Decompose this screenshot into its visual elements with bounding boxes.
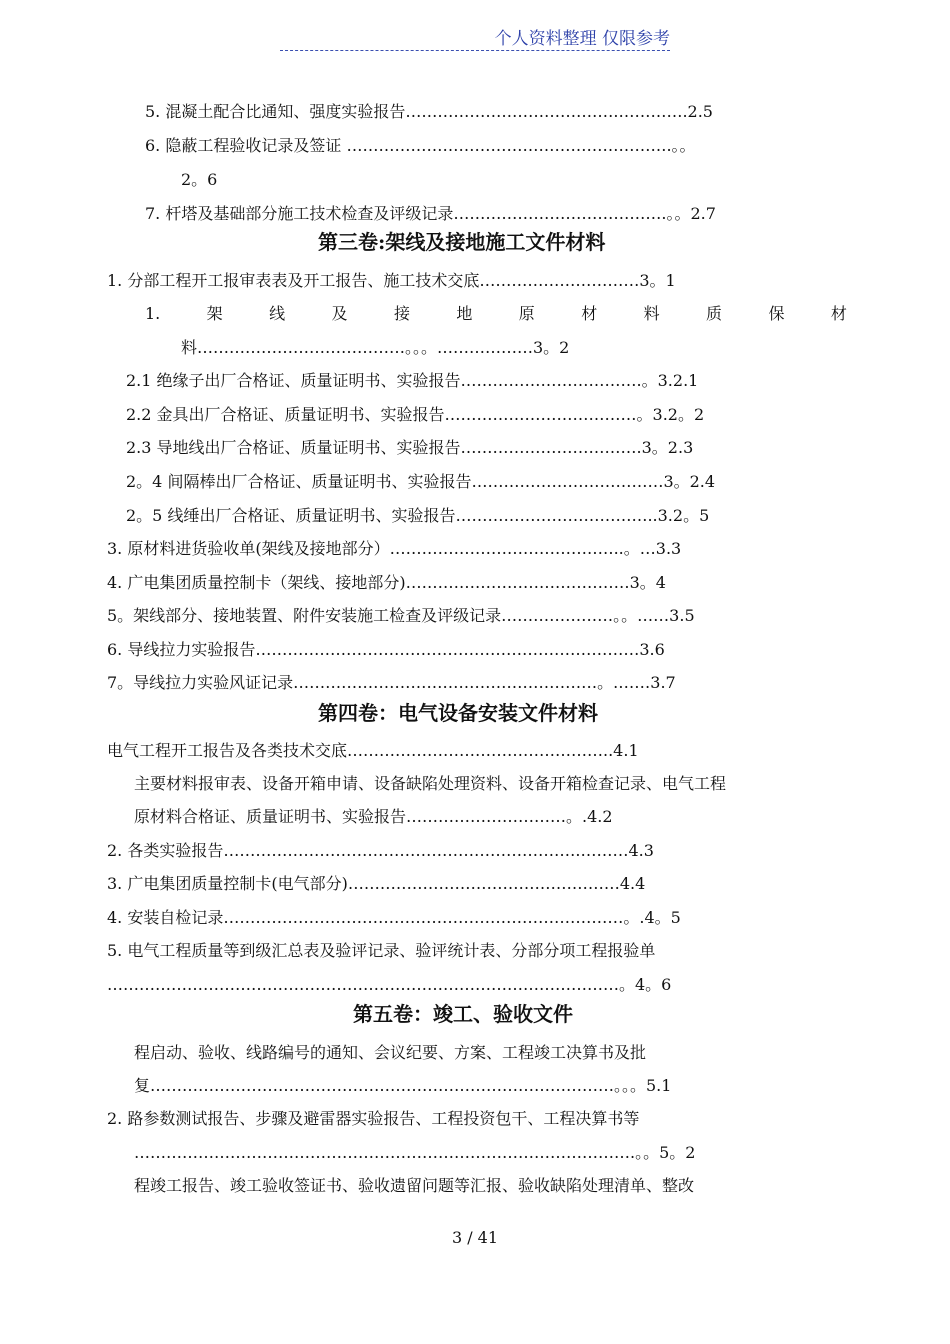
toc-entry: 2。5 线缍出厂合格证、质量证明书、实验报告………………………………..3.2。5 — [126, 506, 710, 525]
toc-entry: 1. 分部工程开工报审表表及开工报告、施工技术交底…………………………3。1 — [107, 271, 676, 290]
toc-entry: 5. 电气工程质量等到级汇总表及验评记录、验评统计表、分部分项工程报验单 — [107, 941, 656, 960]
toc-entry: 2. 路参数测试报告、步骤及避雷器实验报告、工程投资包干、工程决算书等 — [107, 1109, 640, 1128]
toc-entry: 2.1 绝缘子出厂合格证、质量证明书、实验报告…………………………….。3.2.1 — [126, 371, 699, 390]
toc-entry: 程竣工报告、竣工验收签证书、验收遗留问题等汇报、验收缺陷处理清单、整改 — [134, 1176, 695, 1195]
toc-entry: 主要材料报审表、设备开箱申请、设备缺陷处理资料、设备开箱检查记录、电气工程 — [134, 774, 727, 793]
page-header — [280, 24, 670, 51]
toc-entry: 6. 隐蔽工程验收记录及签证 …………………………………………………….。。 — [145, 136, 696, 155]
toc-entry: 电气工程开工报告及各类技术交底…………………………………………..4.1 — [107, 741, 639, 760]
toc-entry: 2. 各类实验报告………………………………………………………….………4.3 — [107, 841, 654, 860]
toc-entry: 程启动、验收、线路编号的通知、会议纪要、方案、工程竣工决算书及批 — [134, 1043, 647, 1062]
toc-entry: 2。4 间隔棒出厂合格证、质量证明书、实验报告………………………………3。2.4 — [126, 472, 716, 491]
toc-entry: 4. 广电集团质量控制卡（架线、接地部分)……………………………………3。4 — [107, 573, 666, 592]
toc-entry: 5。架线部分、接地装置、附件安装施工检查及评级记录…………………。。……3.5 — [107, 606, 695, 625]
toc-entry: 7。导线拉力实验风证记录…………………………………………………。.……3.7 — [107, 673, 676, 692]
toc-entry: 2。6 — [181, 170, 218, 189]
volume-heading: 第三卷:架线及接地施工文件材料 — [318, 230, 606, 254]
volume-heading: 第五卷：竣工、验收文件 — [353, 1002, 573, 1026]
toc-entry: 2.2 金具出厂合格证、质量证明书、实验报告………………………………。3.2。2 — [126, 405, 705, 424]
toc-entry: ……………………………………………………………………………………。4。6 — [107, 975, 672, 994]
toc-entry: 原材料合格证、质量证明书、实验报告…………………………。.4.2 — [134, 807, 613, 826]
toc-entry-spread: 1. 架 线 及 接 地 原 材 料 质 保 材 — [145, 304, 847, 323]
toc-entry: 5. 混凝土配合比通知、强度实验报告………………………………….………….2.5 — [145, 102, 713, 121]
toc-entry: 6. 导线拉力实验报告………………………………………………………………3.6 — [107, 640, 665, 659]
toc-entry: 7. 杆塔及基础部分施工技术检查及评级记录………………………………….。。2.7 — [145, 204, 716, 223]
toc-entry: 3. 原材料进货验收单(架线及接地部分）……………………………………..。…3.3 — [107, 539, 682, 558]
volume-heading: 第四卷：电气设备安装文件材料 — [318, 701, 598, 725]
header-text: 个人资料整理 仅限参考 — [494, 29, 670, 49]
toc-entry: 4. 安装自检记录…………………………………………………………………。.4。5 — [107, 908, 681, 927]
toc-entry: 料…………………………………。。。………………3。2 — [181, 338, 570, 357]
toc-entry: ………………………………………………………………………………….。。5。2 — [134, 1143, 696, 1162]
toc-entry: 2.3 导地线出厂合格证、质量证明书、实验报告…………………………….3。2.3 — [126, 438, 694, 457]
page-number: 3 / 41 — [451, 1228, 499, 1247]
toc-entry: 3. 广电集团质量控制卡(电气部分)……………………………………………4.4 — [107, 874, 646, 893]
toc-entry: 复……………………………………………………………………………。。。5.1 — [134, 1076, 672, 1095]
